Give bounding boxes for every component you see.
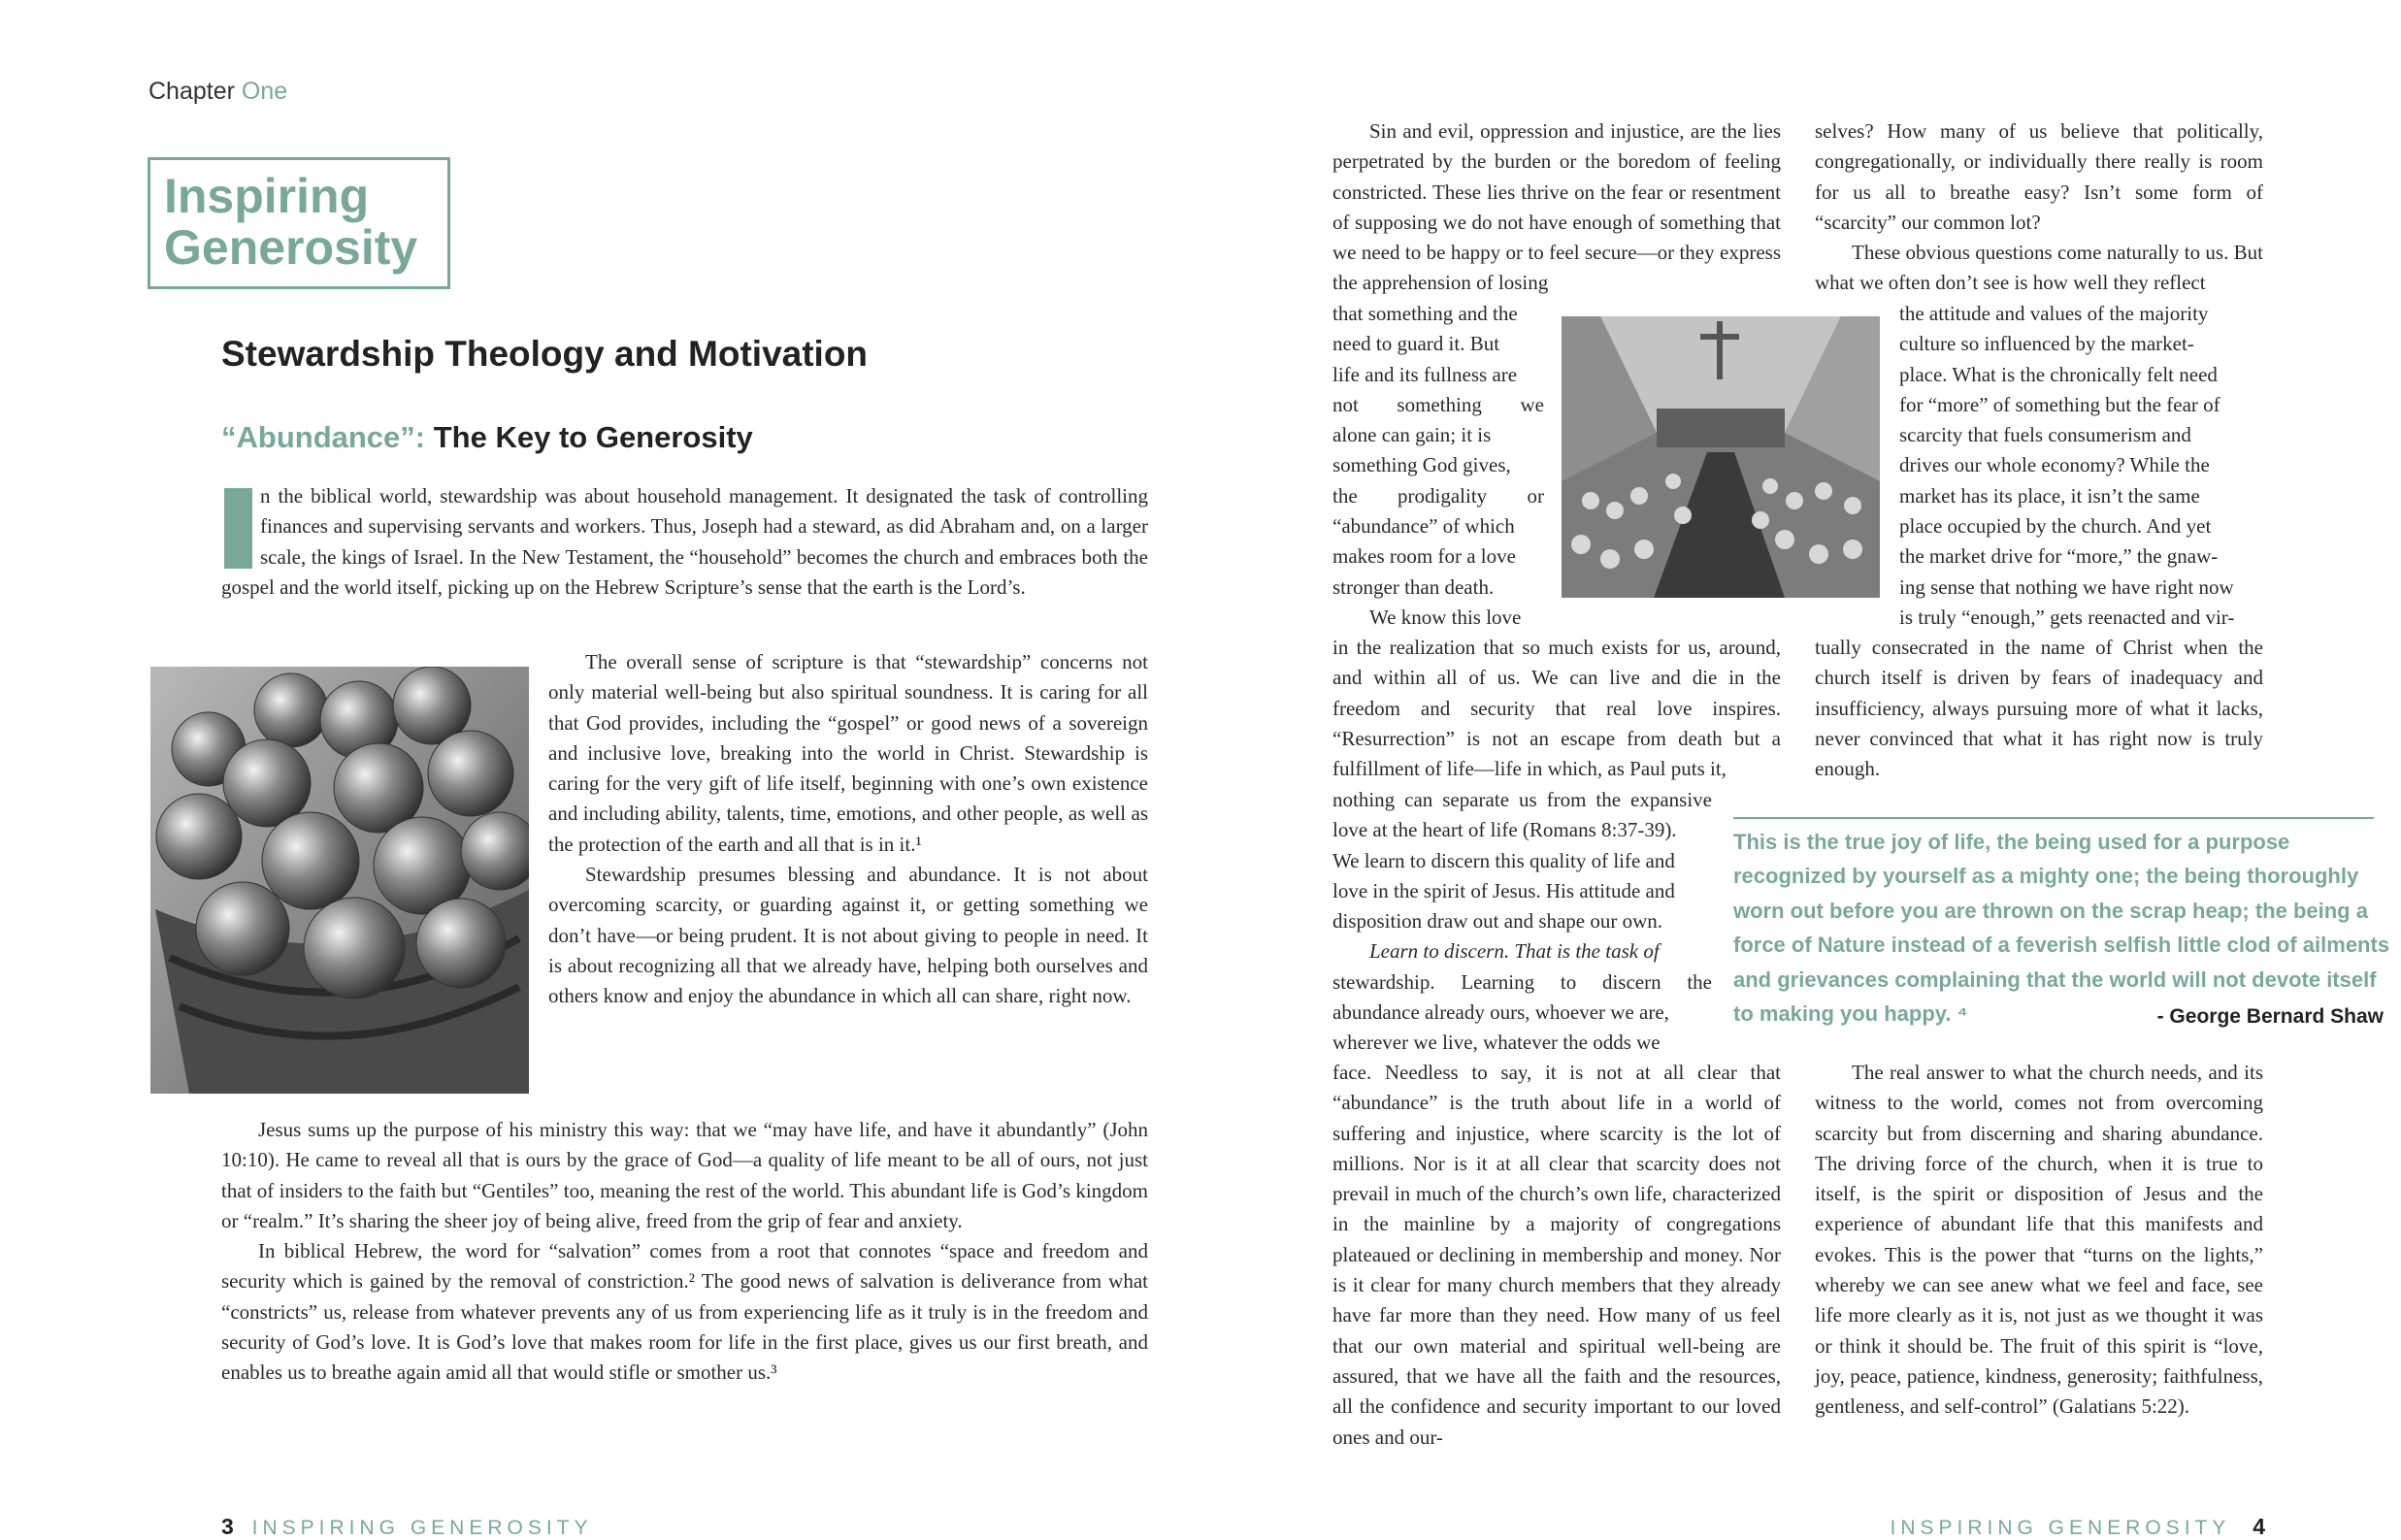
line: need to guard it. But: [1332, 332, 1500, 356]
chapter-title-line2: Generosity: [164, 220, 418, 275]
line: ing sense that nothing we have right now: [1899, 574, 2234, 599]
line: market has its place, it isn’t the same: [1899, 483, 2200, 508]
right-col2-bottom: [1815, 1058, 2263, 1423]
line: love in the spirit of Jesus. His attitude and: [1332, 878, 1675, 902]
paragraph-text: These obvious questions come naturally to us. But what we often don’t see is how well they reflect: [1815, 241, 2263, 295]
right-col2-top: [1815, 116, 2263, 299]
line: that something and the: [1332, 302, 1518, 325]
line: abundance already ours, whoever we are,: [1332, 1000, 1669, 1025]
left-paragraph-2: [548, 647, 1148, 1012]
chapter-title-line1: Inspiring: [164, 169, 370, 223]
line: scarcity that fuels consumerism and: [1899, 423, 2191, 447]
line: stronger than death.: [1332, 574, 1495, 599]
left-footer: [221, 1514, 593, 1540]
section-heading: Stewardship Theology and Motivation: [221, 334, 869, 374]
apples-basket-photo: [150, 667, 529, 1094]
paragraph-text: in the realization that so much exists for us, around, and within all of us. We can live and die in the freedom and security that real love inspires. “Resurrection” is not an escape from death but a fulfillment of life—life in which, as Paul puts it,: [1332, 636, 1781, 781]
right-col2-narrow: [1899, 299, 2263, 633]
paragraph-text: Jesus sums up the purpose of his ministry this way: that we “may have life, and have it abundantly” (John 10:10). He came to reveal all that is ours by the grace of God—a quality of life meant to be all of ours, not just that of insiders to the faith but “Gentiles” too, meaning the rest of the world. This abundant life is God’s kingdom or “realm.” It’s sharing the sheer joy of being alive, freed from the grip of fear and anxiety.: [221, 1118, 1148, 1232]
right-col1-bottom: [1332, 1058, 1781, 1453]
line: the prodigality or: [1332, 483, 1544, 508]
subsection-heading: [221, 420, 753, 455]
right-page-number: 4: [2253, 1514, 2265, 1539]
line: is truly “enough,” gets reenacted and vir-: [1899, 605, 2235, 629]
pull-quote-rule: [1733, 817, 2374, 819]
paragraph-text: face. Needless to say, it is not at all clear that “abundance” is the truth about life in a world of suffering and injustice, where scarcity is the lot of millions. Nor is it at all clear that scarcity does not prevail in much of the church’s own life, characterized in the mainline by a majority of congregations plateaued or declining in membership and money. Nor is it clear for many church members that they already have far more than they need. How many of us feel that our own material and spiritual well-being are assured, that we have all the faith and the resources, all the confidence and security important to our loved ones and our-: [1332, 1061, 1781, 1449]
chapter-word: Chapter: [148, 78, 235, 105]
paragraph-text: The overall sense of scripture is that “stewardship” concerns not only material well-being but also spiritual soundness. It is caring for all that God provides, including the “gospel” or good news of a sovereign and inclusive love, breaking into the world in Christ. Stewardship is caring for the very gift of life itself, beginning with one’s own existence and including ability, talents, time, emotions, and other people, as well as the protection of the earth and all that is in it.¹: [548, 650, 1148, 856]
pull-quote: This is the true joy of life, the being used for a purpose recognized by yourself as a mighty one; the being thoroughly worn out before you are thrown on the scrap heap; the being a force of Nature instead of a feverish selfish little clod of ailments and grievances complaining that the world will not devote itself to making you happy. ⁴: [1733, 830, 2390, 1027]
line: alone can gain; it is: [1332, 423, 1492, 447]
church-illustration: [1562, 316, 1880, 598]
line: something God gives,: [1332, 453, 1511, 477]
line: We learn to discern this quality of life and: [1332, 848, 1675, 872]
left-running-title: INSPIRING GENEROSITY: [251, 1517, 593, 1539]
paragraph-text: In biblical Hebrew, the word for “salvation” comes from a root that connotes “space and freedom and security which is gained by the removal of constriction.² The good news of salvation is deliverance from what “constricts” us, release from whatever prevents any of us from experiencing life as it truly is in the freedom and security of God’s love. It is God’s love that makes room for life in the first place, gives us our first breath, and enables us to breathe again amid all that would stifle or smother us.³: [221, 1239, 1148, 1385]
line: place. What is the chronically felt need: [1899, 362, 2218, 386]
right-col1-narrow-2: [1332, 785, 1712, 1059]
line: wherever we live, whatever the odds we: [1332, 1031, 1661, 1055]
line: makes room for a love: [1332, 544, 1516, 569]
line: life and its fullness are: [1332, 362, 1518, 386]
line: “abundance” of which: [1332, 514, 1515, 539]
line: for “more” of something but the fear of: [1899, 392, 2220, 416]
right-col1-narrow: [1332, 299, 1544, 633]
left-paragraph-3: [221, 1115, 1148, 1389]
apples-illustration: [150, 667, 529, 1094]
line: nothing can separate us from the expansive: [1332, 788, 1712, 811]
line: love at the heart of life (Romans 8:37-39).: [1332, 818, 1677, 842]
line: We know this love: [1369, 605, 1522, 629]
chapter-title: [164, 171, 417, 274]
paragraph-text: selves? How many of us believe that politically, congregationally, or individually there really is room for us all to breathe easy? Isn’t some form of “scarcity” our common lot?: [1815, 119, 2263, 234]
chapter-label: [148, 78, 287, 106]
pull-quote-attribution: - George Bernard Shaw: [2156, 1005, 2384, 1028]
line: stewardship. Learning to discern the: [1332, 969, 1712, 994]
line: disposition draw out and shape our own.: [1332, 909, 1663, 934]
dropcap-spacer: [221, 481, 260, 565]
church-congregation-photo: [1562, 316, 1880, 598]
left-paragraph-1: [221, 481, 1148, 646]
subheading-accent: “Abundance”:: [221, 420, 426, 454]
paragraph-text: Sin and evil, oppression and injustice, are the lies perpetrated by the burden or the boredom of feeling constricted. These lies thrive on the fear or resentment of supposing we do not have enough of something that we need to be happy or to feel secure—or they express the apprehension of losing: [1332, 119, 1781, 295]
right-col1-mid: [1332, 633, 1781, 784]
left-page-number: 3: [221, 1514, 234, 1539]
line: not something we: [1332, 392, 1544, 416]
line: the market drive for “more,” the gnaw-: [1899, 544, 2219, 569]
line: Learn to discern. That is the task of: [1369, 939, 1660, 964]
line: the attitude and values of the majority: [1899, 302, 2209, 325]
paragraph-text: Stewardship presumes blessing and abundance. It is not about overcoming scarcity, or guarding against it, or getting something we don’t have—or being prudent. It is not about giving to people in need. It is about recognizing all that we already have, helping both ourselves and others know and enjoy the abundance in which all can share, right now.: [548, 863, 1148, 1008]
right-footer: [1890, 1514, 2265, 1540]
right-col1-top: [1332, 116, 1781, 299]
chapter-number: One: [241, 78, 288, 105]
right-col2-mid: [1815, 633, 2263, 784]
paragraph-text: tually consecrated in the name of Christ when the church itself is driven by fears of inadequacy and insufficiency, always pursuing more of what it lacks, never convinced that what it has right now is truly enough.: [1815, 636, 2263, 781]
paragraph-text: n the biblical world, stewardship was about household management. It designated the task of controlling finances and supervising servants and workers. Thus, Joseph had a steward, as did Abraham and, on a larger scale, the kings of Israel. In the New Testament, the “household” becomes the church and embraces both the gospel and the world itself, picking up on the Hebrew Scripture’s sense that the earth is the Lord’s.: [221, 484, 1148, 599]
line: place occupied by the church. And yet: [1899, 514, 2212, 539]
line: culture so influenced by the market-: [1899, 332, 2194, 356]
paragraph-text: The real answer to what the church needs, and its witness to the world, comes not from overcoming scarcity but from discerning and sharing abundance. The driving force of the church, when it is true to itself, is the spirit or disposition of Jesus and the experience of abundant life that this manifests and evokes. This is the power that “turns on the lights,” whereby we can see anew what we feel and face, see life more clearly as it is, not just as we thought it was or think it should be. The fruit of this spirit is “love, joy, peace, patience, kindness, generosity; faithfulness, gentleness, and self-control” (Galatians 5:22).: [1815, 1061, 2263, 1419]
subheading-rest: The Key to Generosity: [433, 420, 753, 454]
right-running-title: INSPIRING GENEROSITY: [1890, 1517, 2231, 1539]
line: drives our whole economy? While the: [1899, 453, 2210, 477]
